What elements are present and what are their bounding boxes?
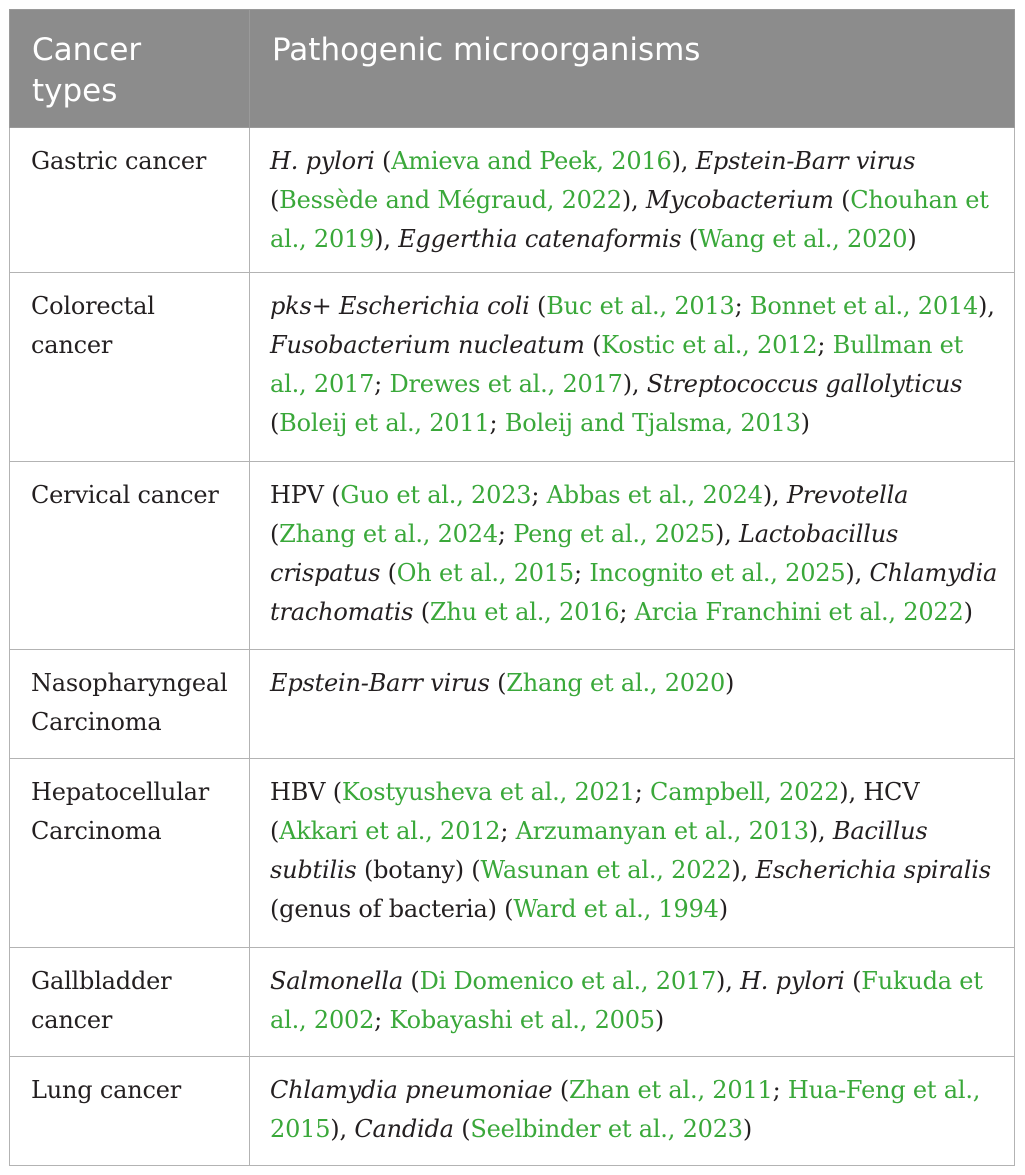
- cell-text: ), HCV (: [270, 778, 920, 845]
- reference-link[interactable]: Drewes et al., 2017: [389, 370, 623, 398]
- reference-link[interactable]: Fukuda et al., 2002: [270, 967, 983, 1034]
- organism-name: Streptococcus gallolyticus: [646, 370, 963, 398]
- cell-text: ;: [374, 370, 390, 398]
- table-row: [10, 650, 1015, 759]
- cell-text: ): [725, 669, 735, 697]
- cell-text: ),: [845, 559, 870, 587]
- cell-text: (: [270, 186, 280, 214]
- cell-text: (: [453, 1115, 471, 1143]
- reference-link[interactable]: Arzumanyan et al., 2013: [515, 817, 809, 845]
- reference-link[interactable]: Bonnet et al., 2014: [749, 292, 979, 320]
- cell-text: ): [800, 409, 810, 437]
- cell-text: (: [681, 225, 698, 253]
- table-body: [10, 128, 1015, 1166]
- cancer-type-cell: Gallbladder cancer: [10, 948, 250, 1057]
- cell-text: ;: [500, 817, 516, 845]
- reference-link[interactable]: Buc et al., 2013: [546, 292, 735, 320]
- cell-text: (: [584, 331, 602, 359]
- cell-text: (genus of bacteria) (: [270, 895, 514, 923]
- reference-link[interactable]: Hua-Feng et al., 2015: [270, 1076, 981, 1143]
- reference-link[interactable]: Kobayashi et al., 2005: [389, 1006, 655, 1034]
- cell-text: ;: [734, 292, 750, 320]
- reference-link[interactable]: Peng et al., 2025: [513, 520, 715, 548]
- cell-text: (: [489, 669, 507, 697]
- cell-text: (: [844, 967, 862, 995]
- reference-link[interactable]: Zhu et al., 2016: [429, 598, 620, 626]
- cell-text: ;: [497, 520, 514, 548]
- cell-text: (: [374, 147, 392, 175]
- organism-name: Fusobacterium nucleatum: [270, 331, 585, 359]
- cell-text: ;: [489, 409, 505, 437]
- cell-text: HPV (: [270, 481, 341, 509]
- reference-link[interactable]: Campbell, 2022: [650, 778, 840, 806]
- reference-link[interactable]: Boleij et al., 2011: [279, 409, 490, 437]
- table-header: [10, 10, 1015, 128]
- cell-text: (botany) (: [356, 856, 481, 884]
- table-row: [10, 128, 1015, 273]
- table-row: [10, 948, 1015, 1057]
- reference-link[interactable]: Bessède and Mégraud, 2022: [279, 186, 622, 214]
- organism-name: Chlamydia pneumoniae: [270, 1076, 553, 1104]
- cell-text: ;: [574, 559, 590, 587]
- cell-text: ),: [762, 481, 787, 509]
- header-pathogenic-microorganisms: Pathogenic microorganisms: [250, 10, 1015, 128]
- microorganisms-cell: [250, 1057, 1015, 1166]
- header-row: [10, 10, 1015, 128]
- cell-text: ),: [714, 520, 739, 548]
- reference-link[interactable]: Bullman et al., 2017: [270, 331, 964, 398]
- reference-link[interactable]: Di Domenico et al., 2017: [419, 967, 717, 995]
- cell-text: (: [402, 967, 420, 995]
- reference-link[interactable]: Oh et al., 2015: [396, 559, 574, 587]
- microorganisms-cell: [250, 273, 1015, 462]
- reference-link[interactable]: Zhan et al., 2011: [569, 1076, 773, 1104]
- cell-text: ),: [622, 370, 647, 398]
- organism-name: Bacillus subtilis: [270, 817, 928, 884]
- cancer-microorganism-table: [9, 9, 1015, 1166]
- cell-text: ;: [531, 481, 547, 509]
- reference-link[interactable]: Guo et al., 2023: [340, 481, 532, 509]
- cell-text: ): [718, 895, 728, 923]
- organism-name: Epstein-Barr virus: [270, 669, 490, 697]
- organism-name: Salmonella: [270, 967, 403, 995]
- cancer-type-cell: Cervical cancer: [10, 462, 250, 650]
- header-cancer-types: Cancer types: [10, 10, 250, 128]
- cell-text: ),: [671, 147, 696, 175]
- organism-name: Prevotella: [786, 481, 909, 509]
- organism-name: Chlamydia trachomatis: [270, 559, 998, 626]
- cell-text: (: [270, 409, 280, 437]
- organism-name: H. pylori: [270, 147, 375, 175]
- cell-text: ;: [619, 598, 635, 626]
- cell-text: HBV (: [270, 778, 342, 806]
- cell-text: ): [963, 598, 973, 626]
- table-row: [10, 273, 1015, 462]
- organism-name: H. pylori: [740, 967, 845, 995]
- cell-text: (: [529, 292, 547, 320]
- reference-link[interactable]: Ward et al., 1994: [513, 895, 719, 923]
- cell-text: ;: [374, 1006, 390, 1034]
- reference-link[interactable]: Zhang et al., 2020: [506, 669, 726, 697]
- reference-link[interactable]: Seelbinder et al., 2023: [470, 1115, 743, 1143]
- microorganisms-cell: [250, 759, 1015, 948]
- reference-link[interactable]: Zhang et al., 2024: [279, 520, 498, 548]
- organism-name: Escherichia spiralis: [755, 856, 991, 884]
- reference-link[interactable]: Wang et al., 2020: [697, 225, 908, 253]
- cell-text: ;: [634, 778, 651, 806]
- cell-text: (: [413, 598, 430, 626]
- table-row: [10, 759, 1015, 948]
- cell-text: ): [654, 1006, 665, 1034]
- cell-text: ): [907, 225, 917, 253]
- cell-text: ),: [330, 1115, 355, 1143]
- cell-text: (: [380, 559, 397, 587]
- reference-link[interactable]: Chouhan et al., 2019: [270, 186, 989, 253]
- microorganisms-cell: [250, 948, 1015, 1057]
- reference-link[interactable]: Wasunan et al., 2022: [480, 856, 732, 884]
- organism-name: Eggerthia catenaformis: [398, 225, 682, 253]
- table-row: [10, 1057, 1015, 1166]
- reference-link[interactable]: Abbas et al., 2024: [546, 481, 763, 509]
- cell-text: (: [270, 520, 280, 548]
- reference-link[interactable]: Akkari et al., 2012: [279, 817, 501, 845]
- reference-link[interactable]: Kostic et al., 2012: [601, 331, 818, 359]
- cell-text: ),: [978, 292, 995, 320]
- cell-text: ),: [621, 186, 646, 214]
- cell-text: ),: [731, 856, 756, 884]
- table-row: [10, 462, 1015, 650]
- reference-link[interactable]: Amieva and Peek, 2016: [391, 147, 672, 175]
- cell-text: (: [552, 1076, 570, 1104]
- organism-name: Lactobacillus crispatus: [270, 520, 899, 587]
- microorganisms-cell: [250, 650, 1015, 759]
- cancer-type-cell: Lung cancer: [10, 1057, 250, 1166]
- cancer-type-cell: Hepatocellular Carcinoma: [10, 759, 250, 948]
- cell-text: ),: [374, 225, 399, 253]
- cell-text: ),: [808, 817, 833, 845]
- organism-name: pks+ Escherichia coli: [270, 292, 530, 320]
- organism-name: Epstein-Barr virus: [695, 147, 916, 175]
- cell-text: ): [742, 1115, 753, 1143]
- cell-text: (: [833, 186, 851, 214]
- reference-link[interactable]: Boleij and Tjalsma, 2013: [504, 409, 801, 437]
- organism-name: Candida: [354, 1115, 454, 1143]
- reference-link[interactable]: Incognito et al., 2025: [589, 559, 846, 587]
- microorganisms-cell: [250, 462, 1015, 650]
- cancer-type-cell: Gastric cancer: [10, 128, 250, 273]
- reference-link[interactable]: Kostyusheva et al., 2021: [341, 778, 635, 806]
- cell-text: ;: [772, 1076, 788, 1104]
- cell-text: ;: [817, 331, 833, 359]
- cancer-type-cell: Colorectal cancer: [10, 273, 250, 462]
- reference-link[interactable]: Arcia Franchini et al., 2022: [634, 598, 964, 626]
- cancer-type-cell: Nasopharyngeal Carcinoma: [10, 650, 250, 759]
- microorganisms-cell: [250, 128, 1015, 273]
- cell-text: ),: [716, 967, 741, 995]
- organism-name: Mycobacterium: [645, 186, 834, 214]
